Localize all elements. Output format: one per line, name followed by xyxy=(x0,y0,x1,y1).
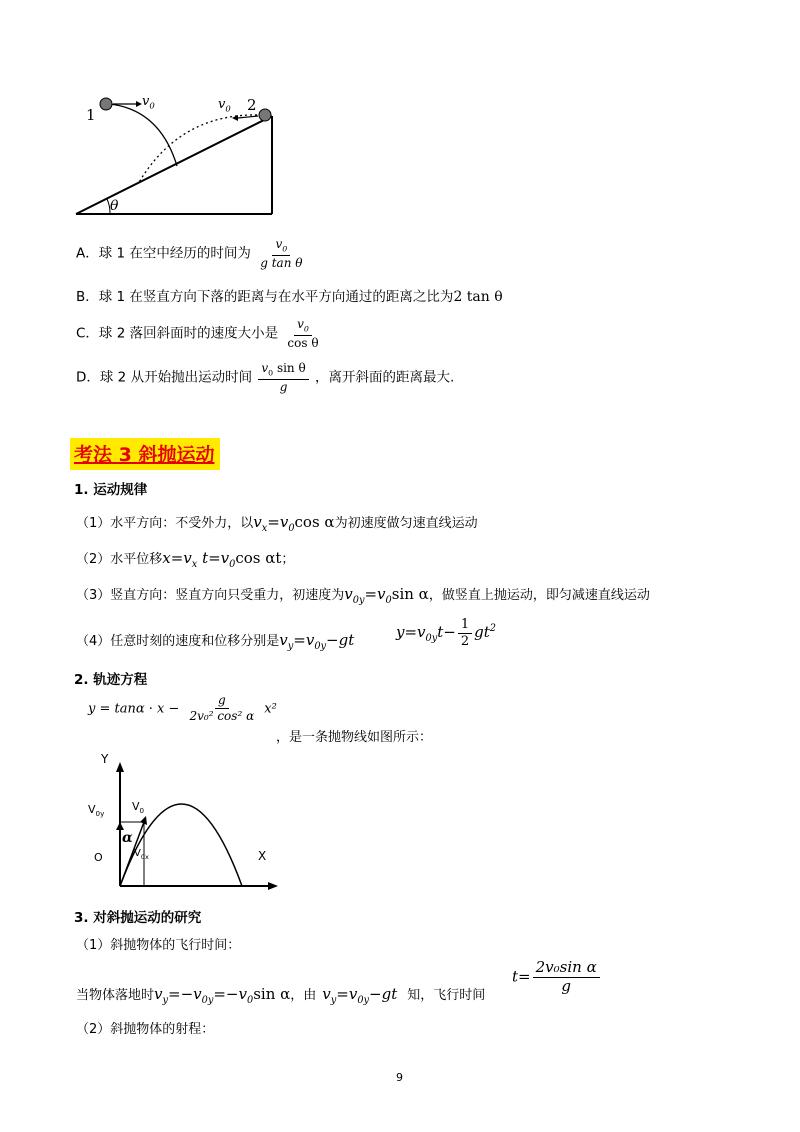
v0y-arrowhead-icon xyxy=(116,822,124,830)
ball-2 xyxy=(259,109,271,121)
incline-slope xyxy=(76,116,272,214)
section-title: 考法 3 斜抛运动 xyxy=(70,438,220,470)
option-d-fraction: $\frac{v_0 \sin \theta}{g}$ xyxy=(258,362,308,393)
trajectory-equation: y = tanα · x − $\frac{g}{\text{2v₀² cos² α}}$ x² xyxy=(88,693,277,723)
option-b-value: 2 tan θ xyxy=(453,289,503,305)
part1-item1: （1）水平方向：不受外力，以$v_x=v_0\cos$ α为初速度做匀速直线运动 xyxy=(76,513,478,534)
part1-heading: 1. 运动规律 xyxy=(74,482,148,498)
theta-label: θ xyxy=(110,198,119,214)
v0-label: $V_0$ xyxy=(132,800,145,816)
alpha-label: α xyxy=(122,830,133,846)
option-c-fraction: $\frac{v_0}{\text{cos θ}}$ xyxy=(287,317,319,350)
ball1-v0-label: $v_0$ xyxy=(142,94,155,111)
trajectory-suffix: ，是一条抛物线如图所示： xyxy=(276,730,433,745)
v0y-label: $V_{0y}$ xyxy=(88,803,105,819)
part1-item2: （2）水平位移$x=v_x$ $t=v_0\cos$ αt； xyxy=(76,549,295,570)
ball2-label: 2 xyxy=(247,96,257,114)
part2-heading: 2. 轨迹方程 xyxy=(74,672,148,688)
y-axis-arrowhead-icon xyxy=(116,762,124,772)
y-axis-label: Y xyxy=(101,752,109,766)
part3-landing-line: 当物体落地时$v_y=-v_{0y}=-v_0\sin$ α，由 $v_y=v_{0y}-gt$ 知，飞行时间 xyxy=(76,985,486,1006)
v0x-label: $V_{0x}$ xyxy=(134,848,149,861)
option-b-text: B．球 1 在竖直方向下落的距离与在水平方向通过的距离之比为 xyxy=(76,289,454,305)
incline-figure xyxy=(70,92,290,222)
x-axis-arrowhead-icon xyxy=(268,882,278,890)
option-a-text: A．球 1 在空中经历的时间为 xyxy=(76,245,251,262)
option-b xyxy=(76,285,503,305)
option-d-suffix: ，离开斜面的距离最大. xyxy=(315,369,455,386)
option-d-text: D．球 2 从开始抛出运动时间 xyxy=(76,369,253,386)
part1-item4-displacement: $y=v_{0y}t-$ $\frac{1}{2}$ $gt^2$ xyxy=(396,617,496,649)
parabola-figure xyxy=(80,760,290,900)
part3-item1: （1）斜抛物体的飞行时间： xyxy=(76,938,241,953)
origin-label: O xyxy=(94,851,103,864)
option-c xyxy=(76,318,324,349)
page-number: 9 xyxy=(396,1071,403,1084)
part3-item2: （2）斜抛物体的射程： xyxy=(76,1022,215,1037)
flight-time-formula: t= $\frac{\text{2v₀sin α}}{g}$ xyxy=(512,960,602,995)
option-d xyxy=(76,362,454,393)
ball2-velocity-arrow xyxy=(238,116,258,118)
option-a-fraction: $\frac{v_0}{\text{g tan θ}}$ xyxy=(260,237,303,270)
part1-item4: （4）任意时刻的速度和位移分别是$v_y=v_{0y}-gt$ xyxy=(76,631,355,652)
part3-heading: 3. 对斜抛运动的研究 xyxy=(74,910,202,926)
option-a xyxy=(76,238,307,269)
ball-1 xyxy=(100,98,112,110)
x-axis-label: X xyxy=(258,849,267,863)
ball2-v0-label: $v_0$ xyxy=(218,97,231,114)
option-c-text: C．球 2 落回斜面时的速度大小是 xyxy=(76,325,279,342)
ball1-label: 1 xyxy=(86,106,96,124)
ball1-trajectory xyxy=(110,104,177,166)
parabola-curve xyxy=(120,804,242,886)
part1-item3: （3）竖直方向：竖直方向只受重力，初速度为$v_{0y}=v_0\sin$ α，做竖直上抛运动，即匀减速直线运动 xyxy=(76,585,650,606)
